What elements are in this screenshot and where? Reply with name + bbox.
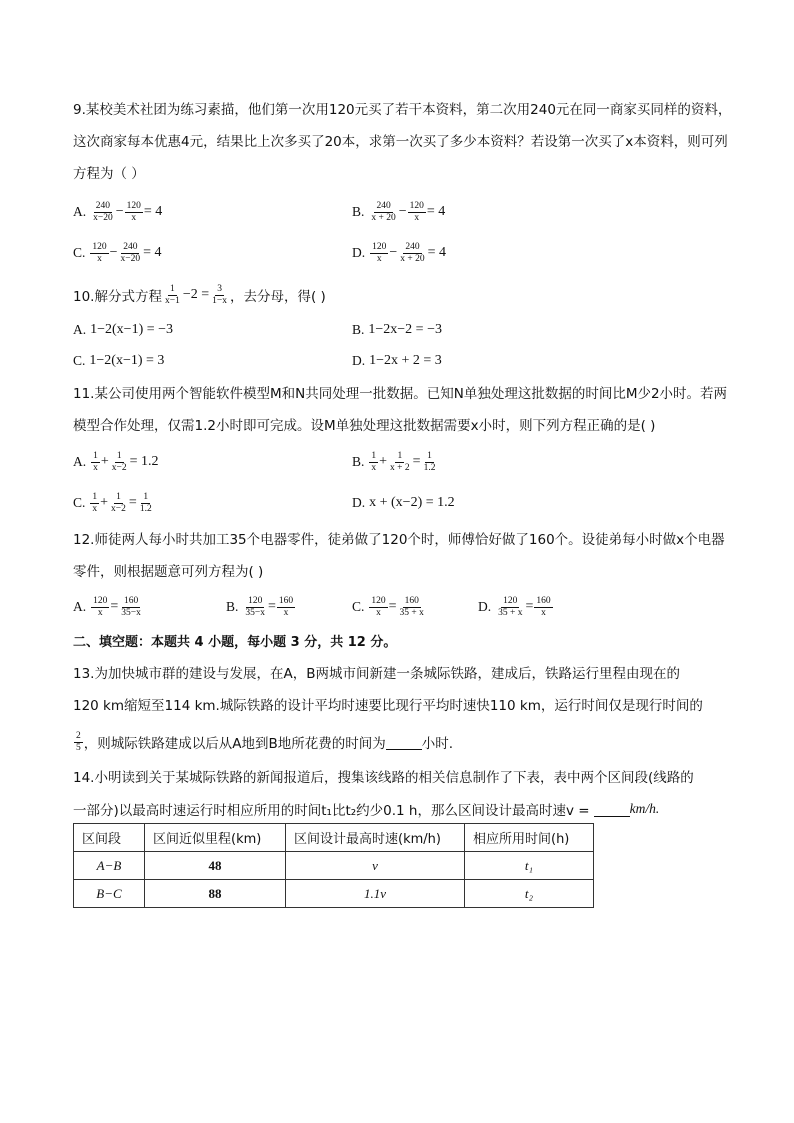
fraction: $\frac{120}{35 + x}$ bbox=[498, 595, 523, 618]
fraction: $\frac{120}{x}$ bbox=[409, 200, 424, 223]
fraction: $\frac{1}{x-2}$ bbox=[111, 491, 126, 514]
table-header: 相应所用时间(h) bbox=[465, 824, 594, 852]
fraction: $\frac{120}{x}$ bbox=[372, 241, 387, 264]
question-13-line3: $\frac{2}{5}$ ，则城际铁路建成以后从A地到B地所花费的时间为 小时. bbox=[76, 730, 454, 753]
table-header: 区间设计最高时速(km/h) bbox=[286, 824, 465, 852]
fraction: $\frac{1}{x + 2}$ bbox=[390, 450, 410, 473]
table-cell: A−B bbox=[74, 852, 145, 880]
q12-option-d[interactable]: D. $\frac{120}{35 + x}$ = $\frac{160}{x}$ bbox=[478, 595, 551, 618]
fraction: $\frac{1}{x}$ bbox=[371, 450, 377, 473]
q11-option-d[interactable]: D. x + (x−2) = 1.2 bbox=[352, 495, 455, 510]
fraction: $\frac{240}{x-20}$ bbox=[93, 200, 113, 223]
q12-option-a[interactable]: A. $\frac{120}{x}$ = $\frac{160}{35-x}$ bbox=[73, 595, 141, 618]
fraction: $\frac{120}{x}$ bbox=[93, 595, 108, 618]
question-14-line2: 一部分)以最高时速运行时相应所用的时间t₁比t₂约少0.1 h，那么区间设计最高时速v = km/h. bbox=[73, 801, 660, 819]
q9-option-a[interactable]: A. $\frac{240}{x-20}$ − $\frac{120}{x}$ = 4 bbox=[73, 200, 163, 223]
q9-option-b[interactable]: B. $\frac{240}{x + 20}$ − $\frac{120}{x}$ = 4 bbox=[352, 200, 446, 223]
fraction: $\frac{1}{1.2}$ bbox=[139, 491, 152, 514]
q12-option-c[interactable]: C. $\frac{120}{x}$ = $\frac{160}{35 + x}$ bbox=[352, 595, 424, 618]
q9-option-c[interactable]: C. $\frac{120}{x}$ − $\frac{240}{x-20}$ = 4 bbox=[73, 241, 162, 264]
question-13-line2: 120 km缩短至114 km.城际铁路的设计平均时速要比现行平均时速快110 km，运行时间仅是现行时间的 bbox=[73, 698, 703, 714]
q11-option-a[interactable]: A. $\frac{1}{x}$ + $\frac{1}{x-2}$ = 1.2 bbox=[73, 450, 159, 473]
table-cell: 1.1v bbox=[286, 880, 465, 908]
fraction: $\frac{1}{x-2}$ bbox=[111, 450, 127, 473]
fraction: $\frac{240}{x + 20}$ bbox=[371, 200, 396, 223]
answer-blank[interactable] bbox=[594, 802, 630, 817]
fraction: $\frac{1}{x}$ bbox=[92, 491, 98, 514]
section-heading: 二、填空题：本题共 4 小题，每小题 3 分，共 12 分。 bbox=[73, 635, 397, 650]
q10-option-b[interactable]: B. 1−2x−2 = −3 bbox=[352, 322, 442, 337]
fraction: $\frac{3}{1-x}$ bbox=[212, 283, 227, 306]
fraction: $\frac{240}{x + 20}$ bbox=[400, 241, 425, 264]
table-header-row bbox=[74, 824, 594, 852]
fraction: $\frac{160}{x}$ bbox=[278, 595, 294, 618]
data-table bbox=[73, 823, 594, 908]
q10-option-a[interactable]: A. 1−2(x−1) = −3 bbox=[73, 322, 174, 337]
fraction: $\frac{160}{x}$ bbox=[536, 595, 551, 618]
table-header: 区间近似里程(km) bbox=[145, 824, 286, 852]
q12-option-b[interactable]: B. $\frac{120}{35-x}$ = $\frac{160}{x}$ bbox=[226, 595, 294, 618]
question-13-line1: 13.为加快城市群的建设与发展，在A，B两城市间新建一条城际铁路，建成后，铁路运行里程由现在的 bbox=[73, 666, 680, 682]
question-11-text: 11.某公司使用两个智能软件模型M和N共同处理一批数据。已知N单独处理这批数据的时间比M少2小时。若两模型合作处理，仅需1.2小时即可完成。设M单独处理这批数据需要x小时，则下列方程正确的是( ) bbox=[73, 386, 728, 434]
q9-option-d[interactable]: D. $\frac{120}{x}$ − $\frac{240}{x + 20}$ = 4 bbox=[352, 241, 447, 264]
q11-option-b[interactable]: B. $\frac{1}{x}$ + $\frac{1}{x + 2}$ = $\frac{1}{1.2}$ bbox=[352, 450, 436, 473]
fraction: $\frac{120}{35-x}$ bbox=[245, 595, 265, 618]
q10-option-d[interactable]: D. 1−2x + 2 = 3 bbox=[352, 353, 442, 368]
table-row bbox=[74, 852, 594, 880]
fraction: $\frac{240}{x-20}$ bbox=[120, 241, 141, 264]
table-cell: 48 bbox=[145, 852, 286, 880]
question-14-line1: 14.小明读到关于某城际铁路的新闻报道后，搜集该线路的相关信息制作了下表，表中两个区间段(线路的 bbox=[73, 770, 694, 786]
question-10-text: 10.解分式方程 $\frac{1}{x-1}$ −2 = $\frac{3}{1-x}$ ，去分母，得( ) bbox=[73, 283, 326, 306]
table-cell: B−C bbox=[74, 880, 145, 908]
fraction: $\frac{120}{x}$ bbox=[92, 241, 107, 264]
table-row bbox=[74, 880, 594, 908]
fraction: $\frac{1}{x-1}$ bbox=[164, 283, 180, 306]
fraction: $\frac{160}{35-x}$ bbox=[121, 595, 141, 618]
q10-option-c[interactable]: C. 1−2(x−1) = 3 bbox=[73, 353, 165, 368]
table-cell: t₂ bbox=[465, 880, 594, 908]
table-cell: t₁ bbox=[465, 852, 594, 880]
fraction: $\frac{120}{x}$ bbox=[371, 595, 386, 618]
q11-option-c[interactable]: C. $\frac{1}{x}$ + $\frac{1}{x-2}$ = $\frac{1}{1.2}$ bbox=[73, 491, 152, 514]
table-header: 区间段 bbox=[74, 824, 145, 852]
answer-blank[interactable] bbox=[386, 735, 422, 750]
fraction: $\frac{1}{x}$ bbox=[93, 450, 98, 473]
fraction: $\frac{160}{35 + x}$ bbox=[399, 595, 424, 618]
table-cell: v bbox=[286, 852, 465, 880]
question-12-text: 12.师徒两人每小时共加工35个电器零件，徒弟做了120个时，师傅恰好做了160个。设徒弟每小时做x个电器零件，则根据题意可列方程为( ) bbox=[73, 532, 725, 580]
table-cell: 88 bbox=[145, 880, 286, 908]
fraction: $\frac{2}{5}$ bbox=[76, 730, 81, 753]
fraction: $\frac{1}{1.2}$ bbox=[423, 450, 436, 473]
question-9-text: 9.某校美术社团为练习素描，他们第一次用120元买了若干本资料，第二次用240元在同一商家买同样的资料，这次商家每本优惠4元，结果比上次多买了20本，求第一次买了多少本资料？若设第一次买了x本资料，则可列方程为（ ） bbox=[73, 102, 732, 182]
fraction: $\frac{120}{x}$ bbox=[126, 200, 141, 223]
